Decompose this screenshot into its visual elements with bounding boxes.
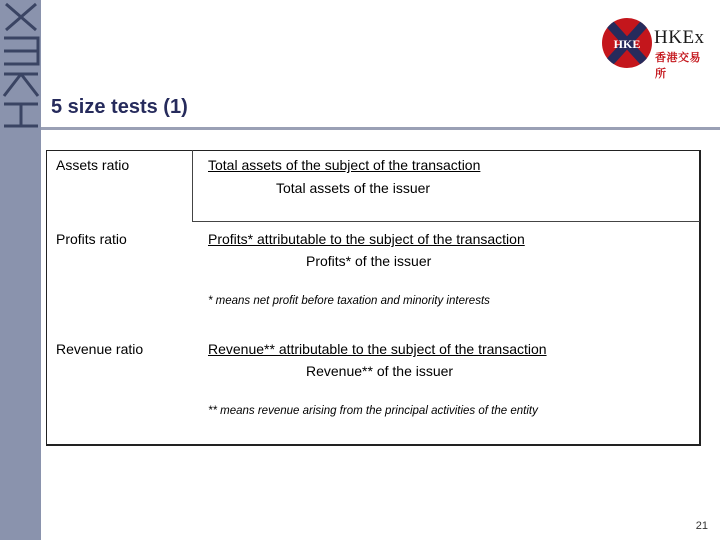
table-column-divider	[192, 150, 193, 222]
logo-emblem	[602, 18, 652, 68]
assets-numerator: Total assets of the subject of the transaction	[208, 157, 481, 173]
logo-chinese-name: 香港交易所	[655, 52, 701, 80]
assets-ratio-label: Assets ratio	[56, 157, 130, 173]
revenue-footnote: ** means revenue arising from the principal activities of the entity	[208, 405, 538, 417]
slide-title: 5 size tests (1)	[51, 96, 188, 118]
revenue-numerator: Revenue** attributable to the subject of the transaction	[208, 341, 547, 357]
title-divider	[41, 127, 720, 130]
assets-denominator: Total assets of the issuer	[276, 180, 431, 196]
logo-x-icon	[602, 18, 652, 68]
revenue-ratio-label: Revenue ratio	[56, 341, 144, 357]
table-row-divider	[192, 221, 700, 222]
profits-ratio-label: Profits ratio	[56, 231, 127, 247]
profits-footnote: * means net profit before taxation and minority interests	[208, 295, 490, 307]
hkex-logo	[602, 18, 712, 80]
revenue-denominator: Revenue** of the issuer	[306, 363, 454, 379]
profits-denominator: Profits* of the issuer	[306, 253, 432, 269]
logo-mark: HKE	[613, 37, 641, 51]
logo-name: HKEx	[654, 27, 705, 48]
hkex-watermark	[0, 0, 41, 130]
page-number: 21	[695, 520, 708, 532]
profits-numerator: Profits* attributable to the subject of the transaction	[208, 231, 525, 247]
sidebar-band	[0, 0, 41, 540]
